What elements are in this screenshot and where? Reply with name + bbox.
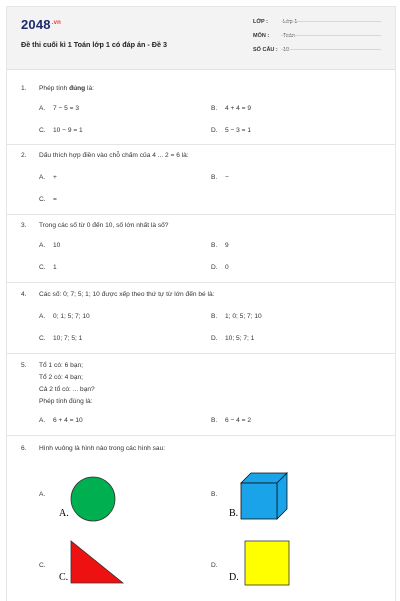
option-a[interactable]: A. 6 + 4 = 10 — [39, 417, 83, 424]
question-text: Các số: 0; 7; 5; 1; 10 được xếp theo thứ tự từ lớn đến bé là: — [39, 291, 215, 298]
square-shape[interactable] — [243, 539, 291, 587]
circle-fill — [71, 477, 115, 521]
divider — [7, 214, 395, 215]
question-line: Tổ 2 có: 4 bạn; — [39, 374, 83, 381]
option-b-caption: B. — [229, 508, 239, 519]
question-text: Dấu thích hợp điền vào chỗ chấm của 4 ... 2 = 6 là: — [39, 152, 189, 159]
meta-class-key: LỚP : — [253, 19, 268, 25]
option-b[interactable]: B. 4 + 4 = 9 — [211, 105, 252, 112]
divider — [281, 49, 381, 50]
question-text: Phép tính đúng là: — [39, 85, 94, 92]
option-c-caption: C. — [59, 572, 69, 583]
option-a-label[interactable]: A. — [39, 491, 46, 498]
divider — [7, 435, 395, 436]
meta-count-value: 10 — [283, 47, 290, 53]
question-number: 6. — [21, 445, 27, 452]
option-c[interactable]: C. 10 − 9 = 1 — [39, 127, 83, 134]
exam-page — [6, 6, 396, 601]
divider — [281, 35, 381, 36]
option-d[interactable]: D. 0 — [211, 264, 229, 271]
option-a[interactable]: A. + — [39, 174, 57, 181]
exam-header — [7, 7, 395, 70]
question-number: 3. — [21, 222, 27, 229]
page-title: Đề thi cuối kì 1 Toán lớp 1 có đáp án - Đề 3 — [21, 40, 167, 49]
question-number: 4. — [21, 291, 27, 298]
divider — [7, 282, 395, 283]
question-number: 2. — [21, 152, 27, 159]
option-d-caption: D. — [229, 572, 239, 583]
question-line: Tổ 1 có: 6 bạn; — [39, 362, 83, 369]
option-c[interactable]: C. 1 — [39, 264, 57, 271]
question-text: Hình vuông là hình nào trong các hình sau: — [39, 445, 166, 452]
option-d[interactable]: D. 5 − 3 = 1 — [211, 127, 252, 134]
question-text: Trong các số từ 0 đến 10, số lớn nhất là số? — [39, 222, 169, 229]
question-line: Cả 2 tổ có: ... bạn? — [39, 386, 95, 393]
meta-class-value: Lớp 1 — [283, 19, 298, 25]
option-c[interactable]: C. = — [39, 196, 57, 203]
option-b[interactable]: B. 1; 0; 5; 7; 10 — [211, 313, 262, 320]
triangle-shape[interactable] — [69, 539, 125, 585]
site-logo[interactable]: $2048^{.vn}$ — [21, 17, 62, 32]
option-d-label[interactable]: D. — [211, 562, 218, 569]
option-c-label[interactable]: C. — [39, 562, 46, 569]
question-number: 5. — [21, 362, 27, 369]
triangle-fill — [71, 541, 123, 583]
option-a-caption: A. — [59, 508, 69, 519]
meta-count-key: SỐ CÂU : — [253, 47, 278, 53]
option-b[interactable]: B. 9 — [211, 242, 229, 249]
cube-front — [241, 483, 277, 519]
option-b-label[interactable]: B. — [211, 491, 218, 498]
option-a[interactable]: A. 10 — [39, 242, 61, 249]
option-b[interactable]: B. − — [211, 174, 229, 181]
square-fill — [245, 541, 289, 585]
question-line: Phép tính đúng là: — [39, 398, 93, 405]
option-b[interactable]: B. 6 − 4 = 2 — [211, 417, 252, 424]
meta-subject-key: MÔN : — [253, 33, 270, 39]
question-number: 1. — [21, 85, 27, 92]
circle-shape[interactable] — [67, 473, 119, 525]
divider — [281, 21, 381, 22]
divider — [7, 353, 395, 354]
option-a[interactable]: A. 0; 1; 5; 7; 10 — [39, 313, 90, 320]
divider — [7, 144, 395, 145]
cube-shape[interactable] — [239, 471, 289, 523]
meta-subject-value: Toán — [283, 33, 295, 39]
option-d[interactable]: D. 10; 5; 7; 1 — [211, 335, 255, 342]
option-a[interactable]: A. 7 − 5 = 3 — [39, 105, 80, 112]
option-c[interactable]: C. 10; 7; 5; 1 — [39, 335, 83, 342]
